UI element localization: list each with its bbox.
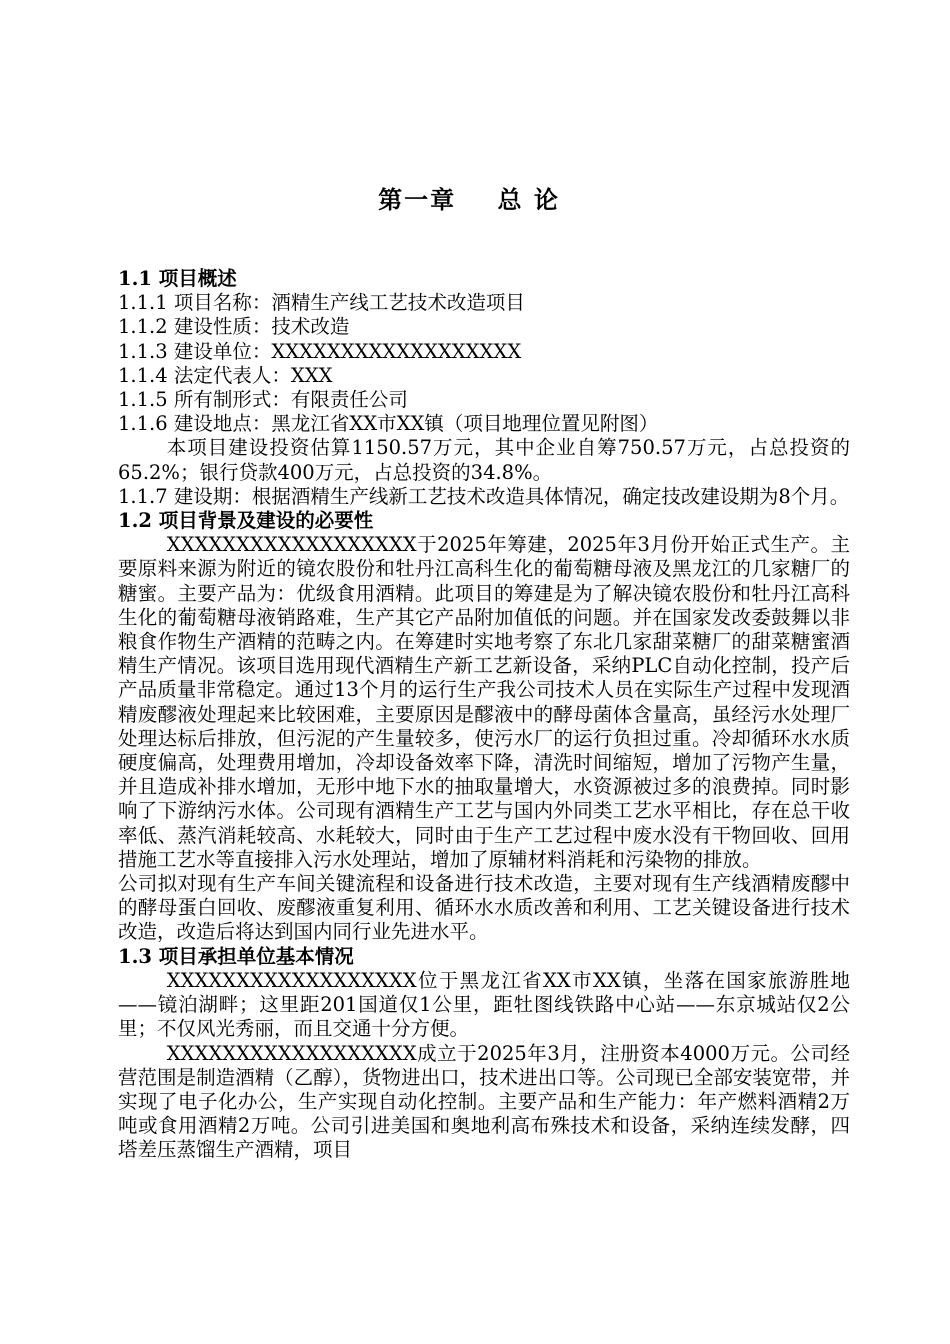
chapter-title: 第一章 总 论 bbox=[378, 185, 560, 214]
item-project-name: 1.1.1 项目名称：酒精生产线工艺技术改造项目 bbox=[118, 291, 525, 315]
section-1-1-heading: 1.1 项目概述 bbox=[118, 267, 237, 290]
document-page bbox=[118, 180, 850, 1163]
section-1-3-heading: 1.3 项目承担单位基本情况 bbox=[118, 944, 354, 968]
item-construction-site: 1.1.6 建设地点：黑龙江省XX市XX镇（项目地理位置见附图） bbox=[118, 412, 659, 436]
background-paragraph: XXXXXXXXXXXXXXXXXX于2025年筹建，2025年3月份开始正式生产。主要原料来源为附近的镜农股份和牡丹江高科生化的葡萄糖母液及黑龙江的几家糖厂的糖蜜。主要产品为：优级食用酒精。此项目的筹建是为了解决镜农股份和牡丹江高科生化的葡萄糖母液销路难，生产其它产品附加值低的问题。并在国家发改委鼓舞以非粮食作物生产酒精的范畴之内。在筹建时实地考察了东北几家甜菜糖厂的甜菜糖蜜酒精生产情况。该项目选用现代酒精生产新工艺新设备，采纳PLC自动化控制，投产后产品质量非常稳定。通过13个月的运行生产我公司技术人员在实际生产过程中发现酒精废醪液处理起来比较困难，主要原因是醪液中的酵母菌体含量高，虽经污水处理厂处理达标后排放，但污泥的产生量较多，使污水厂的运行负担过重。冷却循环水水质硬度偏高，处理费用增加，冷却设备效率下降，清洗时间缩短，增加了污物产生量，并且造成补排水增加，无形中地下水的抽取量增大，水资源被过多的浪费掉。同时影响了下游纳污水体。公司现有酒精生产工艺与国内外同类工艺水平相比，存在总干收率低、蒸汽消耗较高、水耗较大，同时由于生产工艺过程中废水没有干物回收、回用措施工艺水等直接排入污水处理站，增加了原辅材料消耗和污染物的排放。 bbox=[118, 533, 850, 871]
item-ownership-form: 1.1.5 所有制形式：有限责任公司 bbox=[118, 388, 408, 412]
item-legal-representative: 1.1.4 法定代表人：XXX bbox=[118, 363, 333, 387]
company-location-paragraph: XXXXXXXXXXXXXXXXXX位于黑龙江省XX市XX镇，坐落在国家旅游胜地——镜泊湖畔；这里距201国道仅1公里，距牡图线铁路中心站——东京城站仅2公里；不仅风光秀丽，而且交通十分方便。 bbox=[118, 968, 850, 1041]
section-1-2-heading: 1.2 项目背景及建设的必要性 bbox=[118, 509, 374, 533]
investment-paragraph: 本项目建设投资估算1150.57万元，其中企业自筹750.57万元，占总投资的65.2%；银行贷款400万元，占总投资的34.8%。 bbox=[118, 436, 850, 484]
renovation-plan-paragraph: 公司拟对现有生产车间关键流程和设备进行技术改造，主要对现有生产线酒精废醪中的酵母蛋白回收、废醪液重复利用、循环水水质改善和利用、工艺关键设备进行技术改造，改造后将达到国内同行业先进水平。 bbox=[118, 872, 850, 944]
construction-period-paragraph: 1.1.7 建设期：根据酒精生产线新工艺技术改造具体情况，确定技改建设期为8个月。 bbox=[118, 484, 850, 508]
company-profile-paragraph: XXXXXXXXXXXXXXXXXX成立于2025年3月，注册资本4000万元。公司经营范围是制造酒精（乙醇），货物进出口，技术进出口等。公司现已全部安装宽带，并实现了电子化办公，生产实现自动化控制。主要产品和生产能力：年产燃料酒精2万吨或食用酒精2万吨。公司引进美国和奥地利高布殊技术和设备，采纳连续发酵，四塔差压蒸馏生产酒精，项目 bbox=[118, 1041, 850, 1162]
item-construction-unit: 1.1.3 建设单位：XXXXXXXXXXXXXXXXXX bbox=[118, 339, 522, 363]
item-construction-nature: 1.1.2 建设性质：技术改造 bbox=[118, 315, 350, 339]
